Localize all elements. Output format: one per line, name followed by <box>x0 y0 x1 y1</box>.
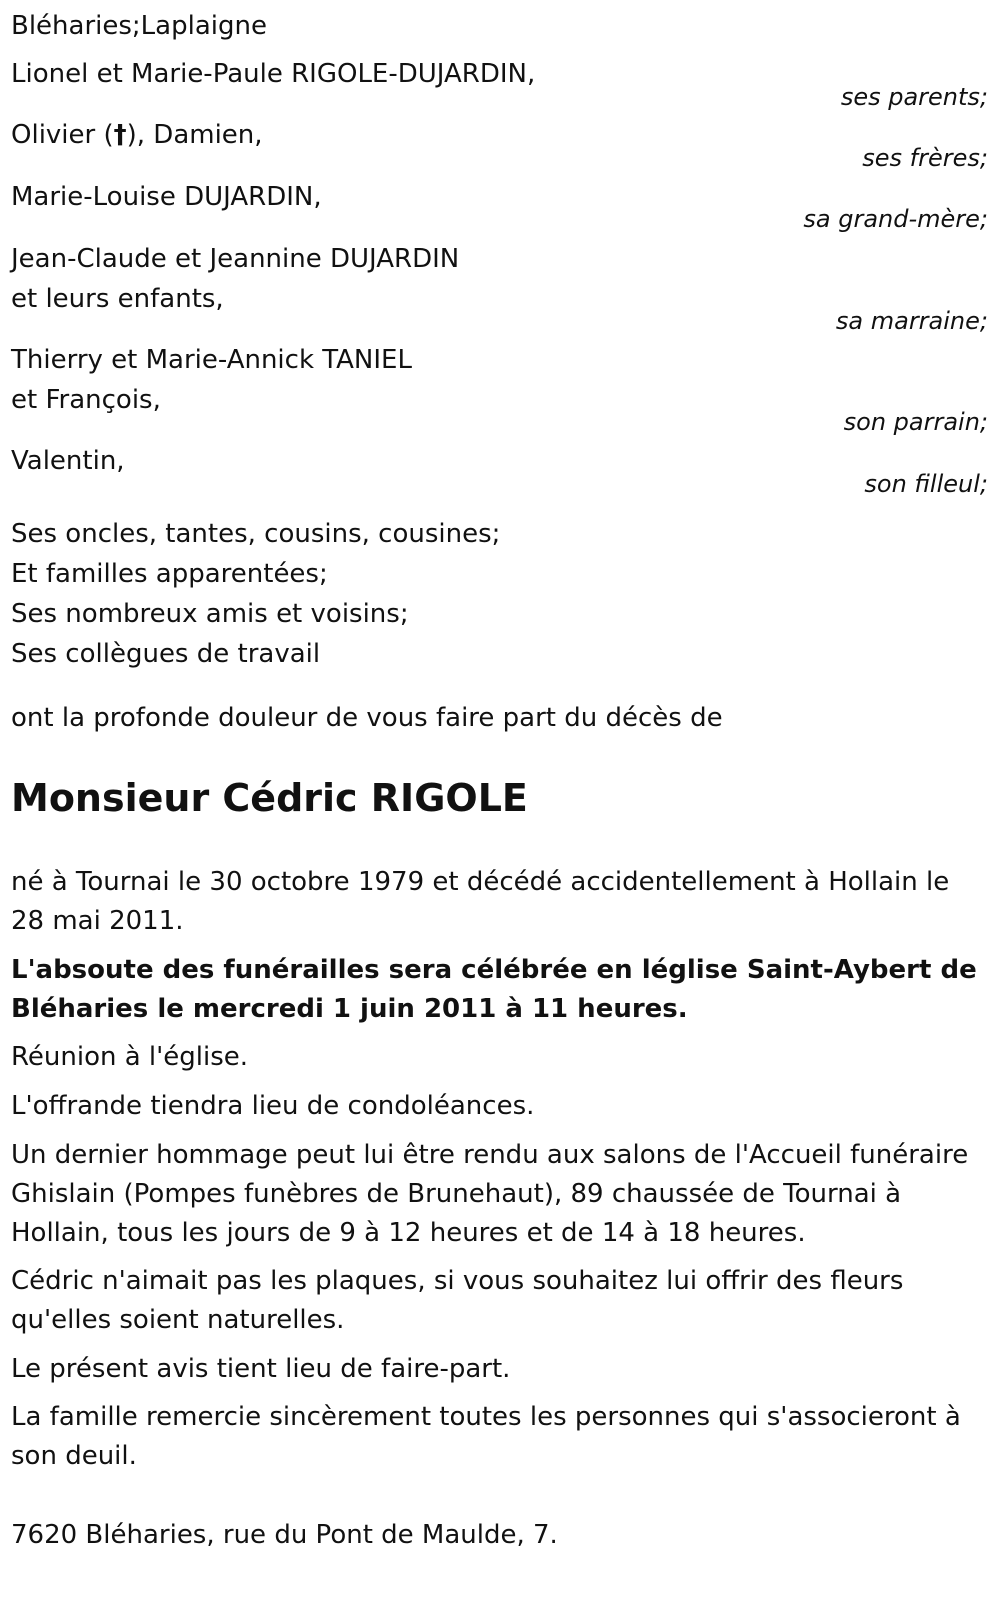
family-names-suffix: ), Damien, <box>126 120 263 150</box>
funeral-text: L'absoute des funérailles sera célébrée en léglise Saint-Aybert de Bléharies le mercredi 1 juin 2011 à 11 heures. <box>11 955 977 1024</box>
family-address: 7620 Bléharies, rue du Pont de Maulde, 7. <box>11 1520 558 1550</box>
family-entry-godfather <box>11 340 988 440</box>
family-entry-parents <box>11 54 988 114</box>
family-names: Jean-Claude et Jeannine DUJARDIN <box>11 244 460 274</box>
family-role: son parrain; <box>843 408 988 436</box>
relatives-line: Et familles apparentées; <box>11 559 328 589</box>
family-entry-grandmother <box>11 177 988 237</box>
family-role: sa marraine; <box>835 307 988 335</box>
thanks-text: La famille remercie sincèrement toutes les personnes qui s'associeront à son deuil. <box>11 1402 961 1471</box>
homage-text: Un dernier hommage peut lui être rendu aux salons de l'Accueil funéraire Ghislain (Pompes funèbres de Brunehaut), 89 chaussée de Tournai à Hollain, tous les jours de 9 à 12 heures et de 14 à 18 heures. <box>11 1140 969 1248</box>
family-names: Valentin, <box>11 446 125 476</box>
relatives-line: Ses nombreux amis et voisins; <box>11 599 409 629</box>
flowers-text: Cédric n'aimait pas les plaques, si vous souhaitez lui offrir des fleurs qu'elles soient naturelles. <box>11 1266 904 1335</box>
family-names-prefix: Olivier ( <box>11 120 114 150</box>
family-role: sa grand-mère; <box>803 205 988 233</box>
other-relatives <box>11 514 500 674</box>
town-header: Bléharies;Laplaigne <box>11 11 267 41</box>
family-role: ses frères; <box>862 144 988 172</box>
family-names: Lionel et Marie-Paule RIGOLE-DUJARDIN, <box>11 59 536 89</box>
family-names: et leurs enfants, <box>11 284 224 314</box>
birth-death-text: né à Tournai le 30 octobre 1979 et décédé accidentellement à Hollain le 28 mai 2011. <box>11 867 950 936</box>
family-entry-brothers <box>11 115 988 175</box>
notice-text: Le présent avis tient lieu de faire-part. <box>11 1354 511 1384</box>
intro-sentence: ont la profonde douleur de vous faire part du décès de <box>11 703 723 733</box>
meeting-text: Réunion à l'église. <box>11 1042 249 1072</box>
offering-text: L'offrande tiendra lieu de condoléances. <box>11 1091 535 1121</box>
relatives-line: Ses collègues de travail <box>11 639 321 669</box>
cross-icon: † <box>113 120 127 150</box>
family-names: et François, <box>11 385 161 415</box>
family-entry-godson <box>11 441 988 501</box>
deceased-name: Monsieur Cédric RIGOLE <box>11 776 528 820</box>
family-role: son filleul; <box>864 470 988 498</box>
relatives-line: Ses oncles, tantes, cousins, cousines; <box>11 519 501 549</box>
family-entry-godmother <box>11 239 988 339</box>
family-names <box>11 115 988 155</box>
family-names: Thierry et Marie-Annick TANIEL <box>11 345 412 375</box>
family-names: Marie-Louise DUJARDIN, <box>11 182 322 212</box>
family-role: ses parents; <box>840 83 988 111</box>
